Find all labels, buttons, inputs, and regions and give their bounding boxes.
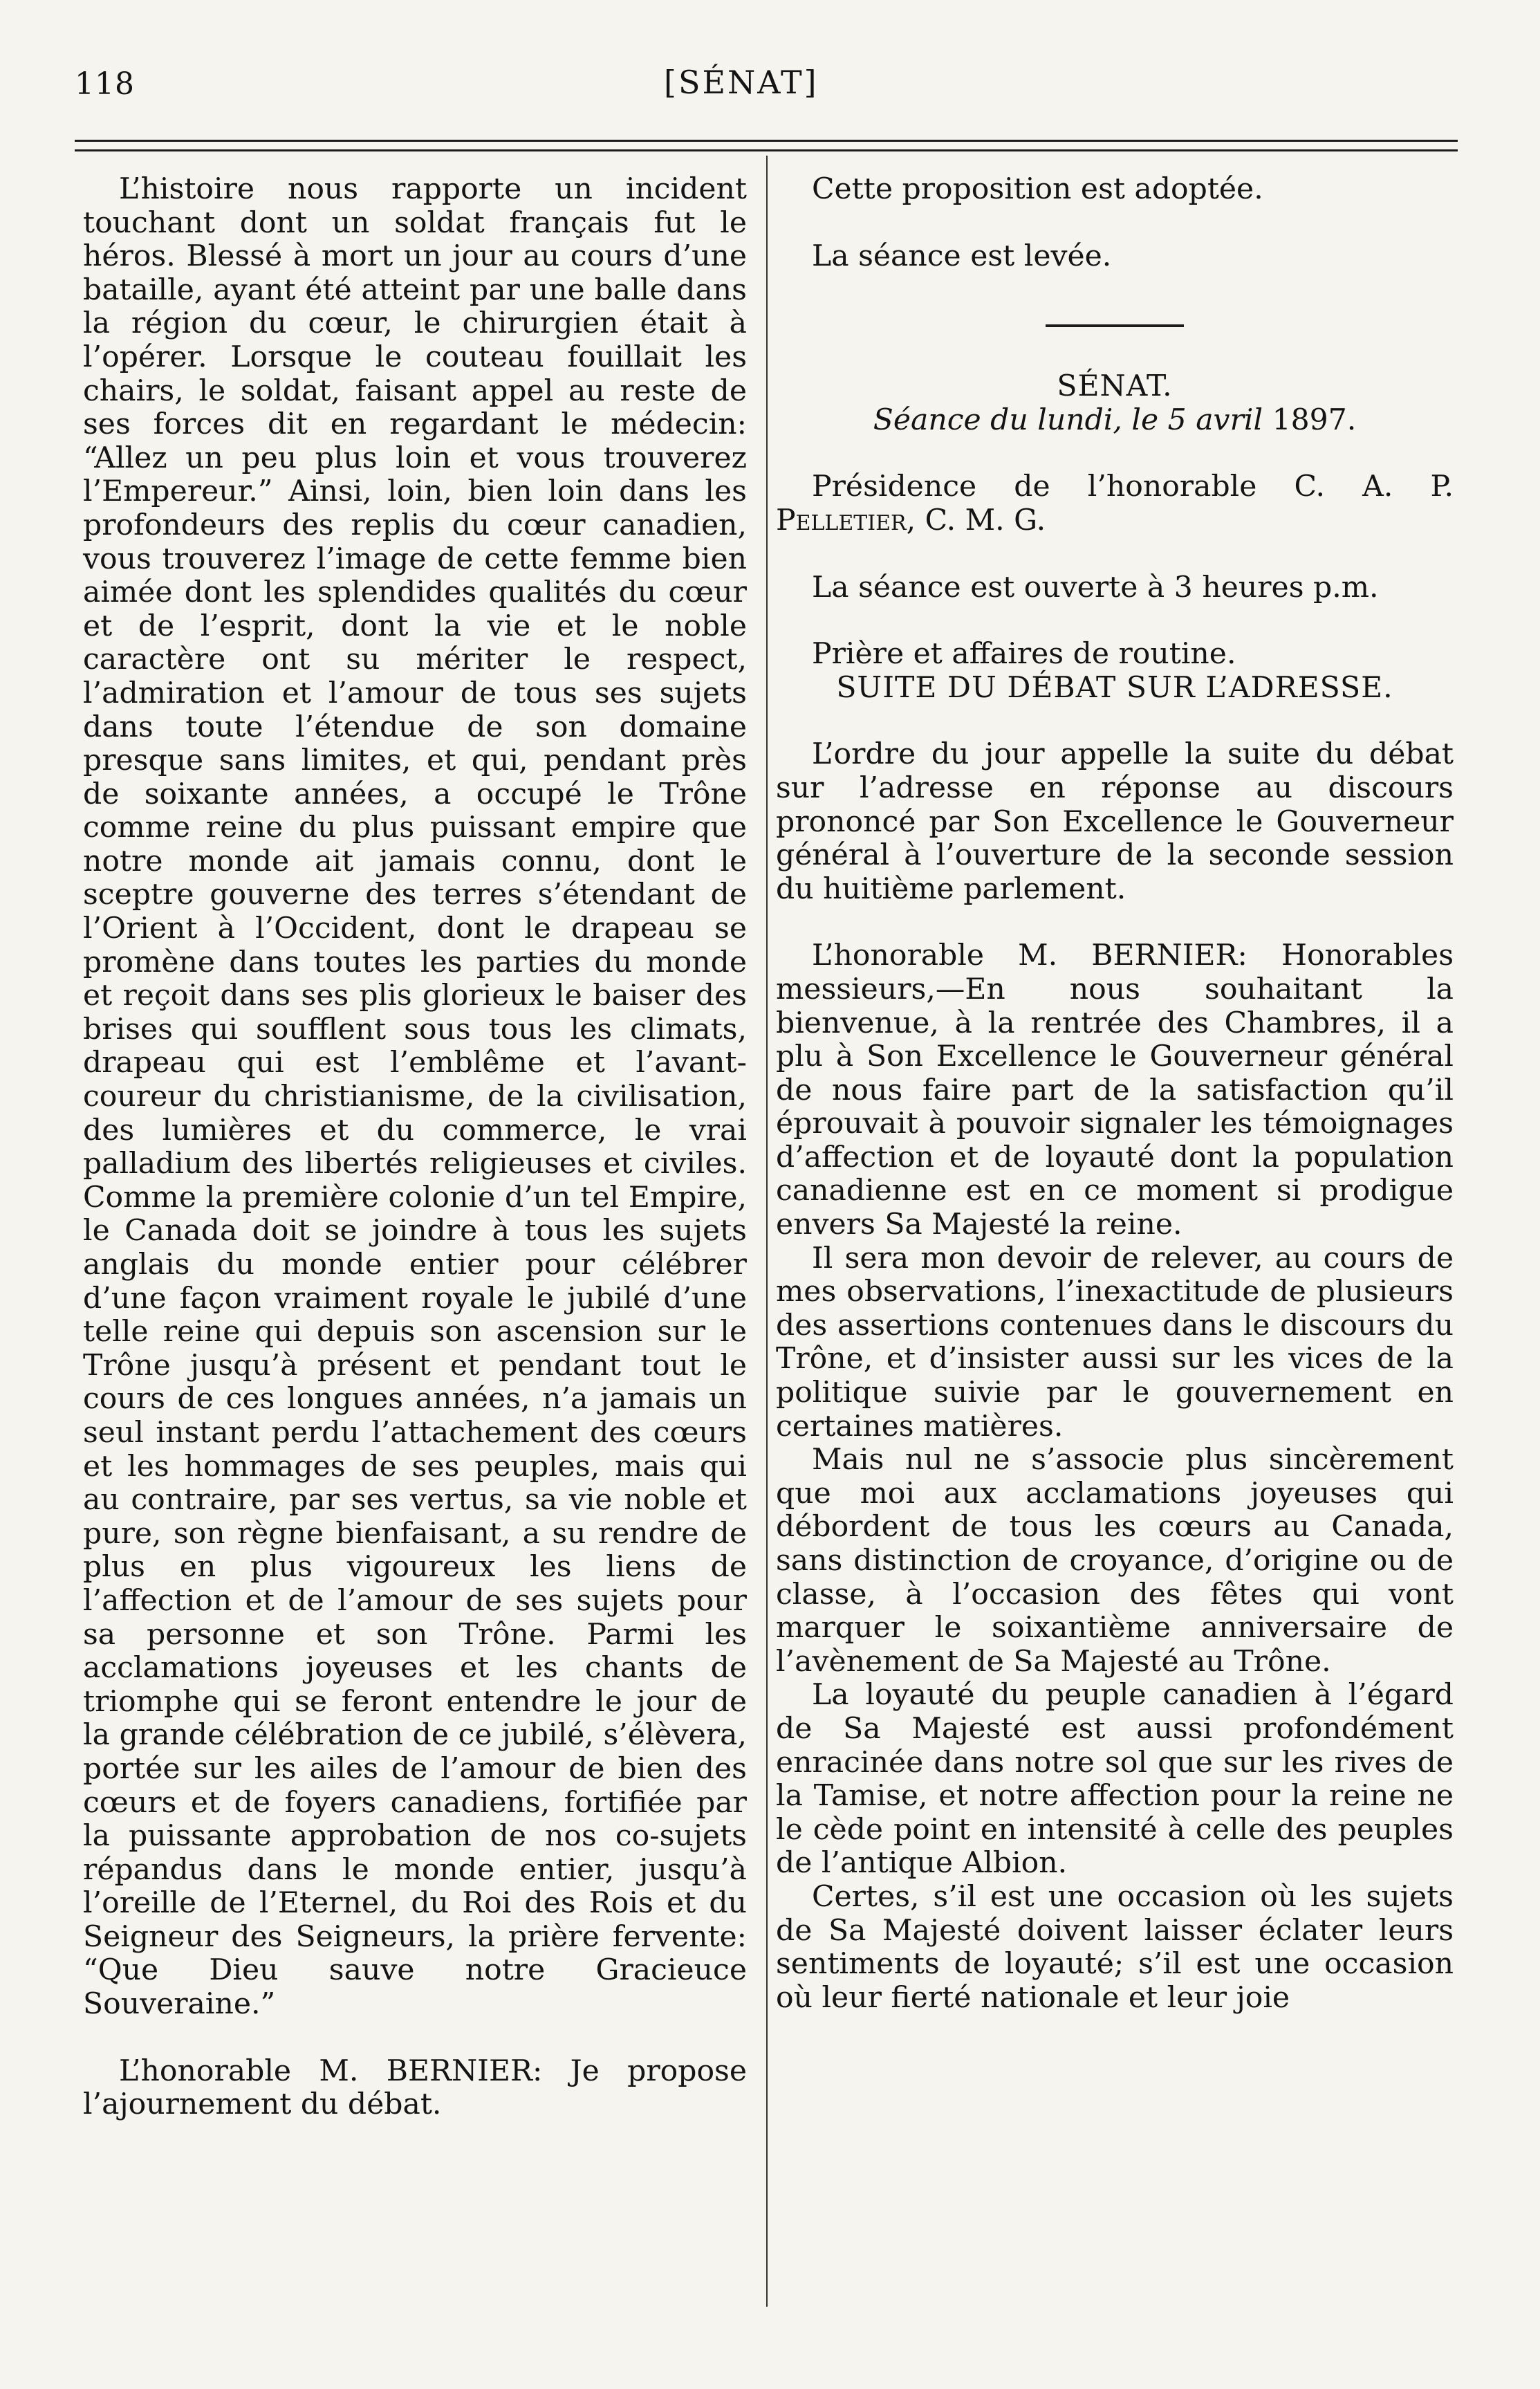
sitting-adjourned: La séance est levée. — [812, 239, 1112, 273]
presidency-suffix: , C. M. G. — [906, 503, 1046, 537]
senate-title: SÉNAT. — [1057, 369, 1173, 404]
sitting-opened: La séance est ouverte à 3 heures p.m. — [812, 570, 1379, 605]
bernier-speech-2: Il sera mon devoir de relever, au cours de mes observations, l’inexactitude de plusieurs des assertions contenues dans le discours du Trône, et d’insister aussi sur les vices de la politique suivie par le gouvernement en certaines matières. — [776, 1241, 1454, 1443]
running-head: [SÉNAT] — [664, 64, 819, 101]
section-separator — [1046, 324, 1184, 327]
bernier-speech-3: Mais nul ne s’associe plus sincèrement que moi aux acclamations joyeuses qui débordent de tous les cœurs au Canada, sans distinction de croyance, d’origine ou de classe, à l’occasion des fêtes qui vont marquer le soixantième anniversaire de l’avènement de Sa Majesté au Trône. — [776, 1443, 1454, 1679]
left-column — [83, 173, 747, 2122]
proposal-adopted: Cette proposition est adoptée. — [812, 172, 1263, 206]
order-of-day: L’ordre du jour appelle la suite du débat sur l’adresse en réponse au discours prononcé par Son Excellence le Gouverneur général à l’ouverture de la seconde session du huitième parlement. — [776, 737, 1454, 906]
header-rule-bottom — [75, 149, 1458, 151]
debate-heading: SUITE DU DÉBAT SUR L’ADRESSE. — [836, 670, 1393, 705]
bernier-speech-4: La loyauté du peuple canadien à l’égard de Sa Majesté est aussi profondément enracinée dans notre sol que sur les rives de la Tamise, et notre affection pour la reine ne le cède point en intensité à celle des peuples de l’antique Albion. — [776, 1678, 1454, 1881]
column-divider — [766, 156, 768, 2307]
prayers-routine: Prière et affaires de routine. — [812, 637, 1236, 672]
sitting-date-text: Séance du lundi, le 5 avril — [873, 403, 1272, 437]
presidency — [776, 470, 1454, 537]
presidency-text: Présidence de l’honorable C. A. P. — [812, 470, 1454, 504]
right-column — [776, 173, 1454, 2015]
sitting-date — [776, 404, 1454, 438]
paragraph-history: L’histoire nous rapporte un incident touchant dont un soldat français fut le héros. Blessé à mort un jour au cours d’une bataille, ayant été atteint par une balle dans la région du cœur, le chirurgien était à l’opérer. Lorsque le couteau fouillait les chairs, le soldat, faisant appel au reste de ses forces dit en regardant le médecin: “Allez un peu plus loin et vous trouverez l’Empereur.” Ainsi, loin, bien loin dans les profondeurs des replis du cœur canadien, vous trouverez l’image de cette femme bien aimée dont les splendides qualités du cœur et de l’esprit, dont la vie et le noble caractère ont su mériter le respect, l’admiration et l’amour de tous ses sujets dans toute l’étendue de son domaine presque sans limites, et qui, pendant près de soixante années, a occupé le Trône comme reine du plus puissant empire que notre monde ait jamais connu, dont le sceptre gouverne des terres s’étendant de l’Orient à l’Occident, dont le drapeau se promène dans toutes les parties du monde et reçoit dans ses plis glorieux le baiser des brises qui soufflent sous tous les climats, drapeau qui est l’emblême et l’avant-coureur du christianisme, de la civilisation, des lumières et du commerce, le vrai palladium des libertés religieuses et civiles. Comme la première colonie d’un tel Empire, le Canada doit se joindre à tous les sujets anglais du monde entier pour célébrer d’une façon vraiment royale le jubilé d’une telle reine qui depuis son ascension sur le Trône jusqu’à présent et pendant tout le cours de ces longues années, n’a jamais un seul instant perdu l’attachement des cœurs et les hommages de ses peuples, mais qui au contraire, par ses vertus, sa vie noble et pure, son règne bienfaisant, a su rendre de plus en plus vigoureux les liens de l’affection et de l’amour de ses sujets pour sa personne et son Trône. Parmi les acclamations joyeuses et les chants de triomphe qui se feront entendre le jour de la grande célébration de ce jubilé, s’élèvera, portée sur les ailes de l’amour de bien des cœurs et de foyers canadiens, fortifiée par la puissante approbation de nos co-sujets répandus dans le monde entier, jusqu’à l’oreille de l’Eternel, du Roi des Rois et du Seigneur des Seigneurs, la prière fervente: “Que Dieu sauve notre Gracieuce Souveraine.” — [83, 172, 747, 2022]
presidency-name: Pelletier — [776, 503, 907, 537]
sitting-year: 1897. — [1272, 403, 1357, 437]
bernier-speech-1: L’honorable M. BERNIER: Honorables messieurs,—En nous souhaitant la bienvenue, à la rentrée des Chambres, il a plu à Son Excellence le Gouverneur général de nous faire part de la satisfaction qu’il éprouvait à pouvoir signaler les témoignages d’affection et de loyauté dont la population canadienne est en ce moment si prodigue envers Sa Majesté la reine. — [776, 939, 1454, 1242]
bernier-speech-5: Certes, s’il est une occasion où les sujets de Sa Majesté doivent laisser éclater leurs sentiments de loyauté; s’il est une occasion où leur fierté nationale et leur joie — [776, 1879, 1454, 2015]
paragraph-adjournment-motion: L’honorable M. BERNIER: Je propose l’ajournement du débat. — [83, 2054, 747, 2122]
header-rule-top — [75, 140, 1458, 142]
page-number: 118 — [75, 66, 135, 102]
